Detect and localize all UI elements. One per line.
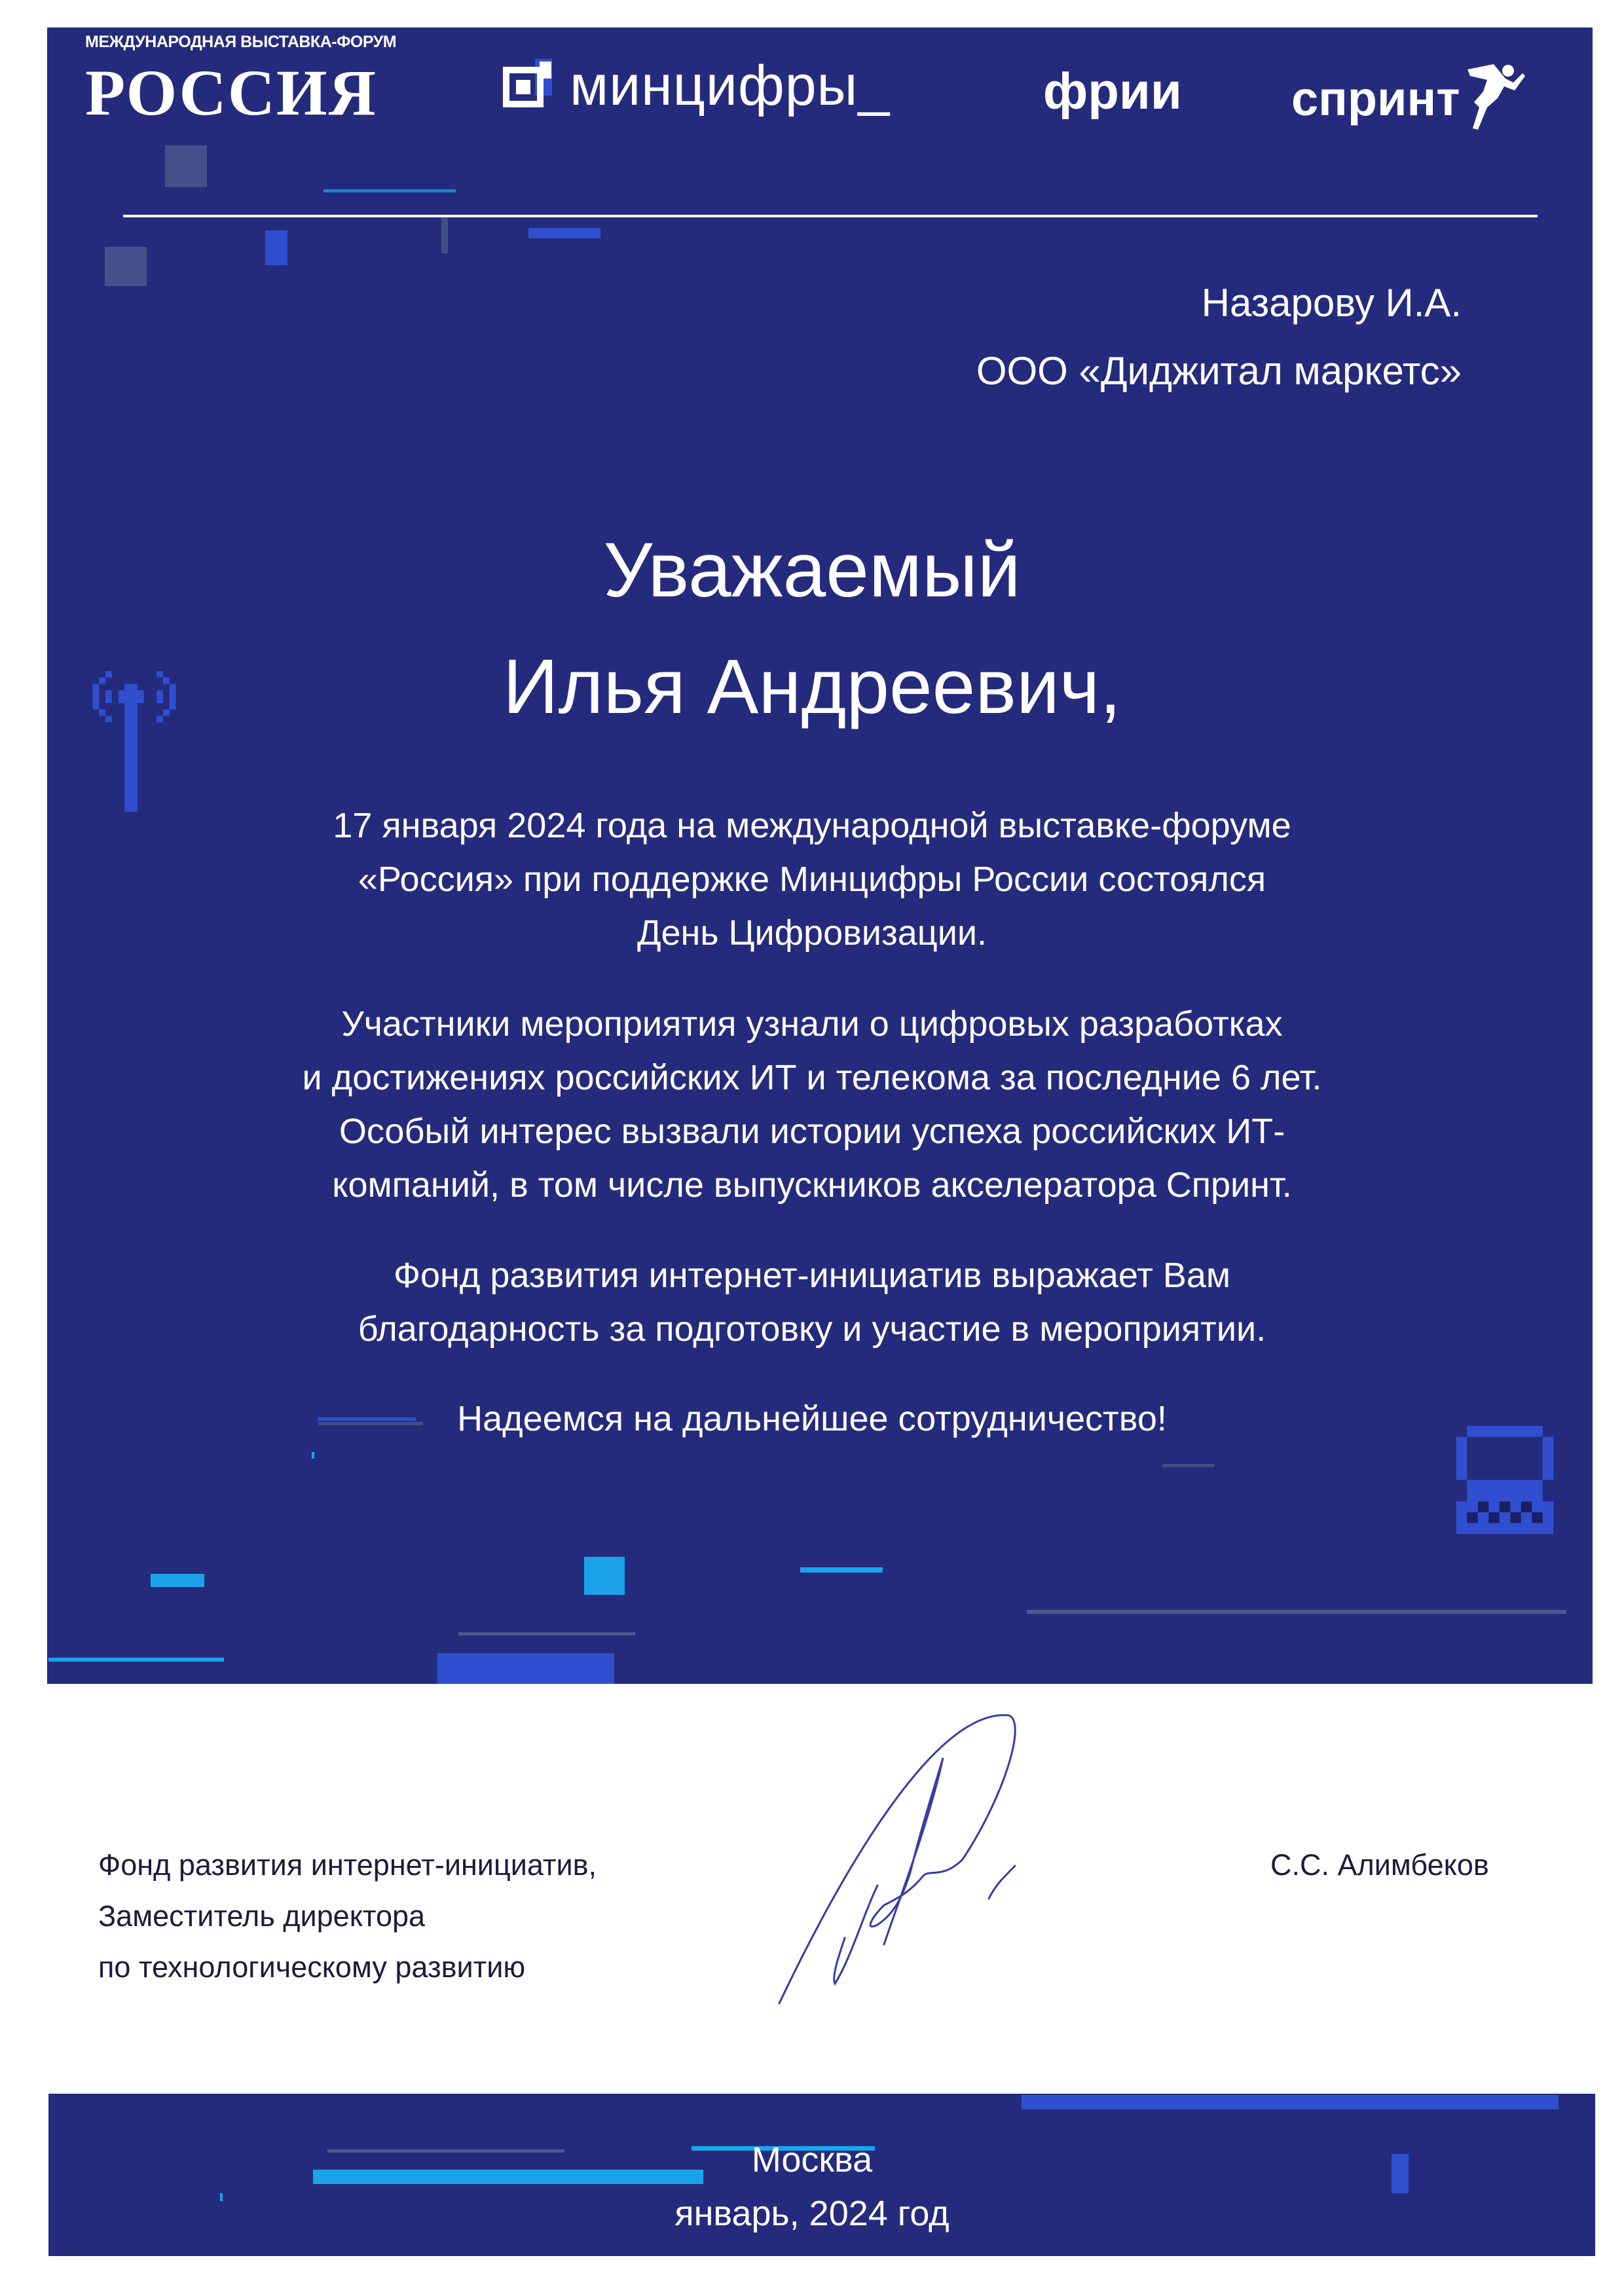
signer-name: С.С. Алимбеков	[1270, 1848, 1489, 1882]
frii-logo: фрии	[1043, 62, 1182, 120]
addressee-company: ООО «Диджитал маркетс»	[976, 349, 1462, 393]
decor-line-muted-right	[1027, 1610, 1566, 1614]
paragraph-line: Участники мероприятия узнали о цифровых разработках	[341, 1004, 1283, 1044]
greeting-line-1: Уважаемый	[603, 527, 1021, 613]
decor-square-muted-1	[165, 145, 207, 187]
runner-icon	[1454, 56, 1526, 135]
footer-decor-bar-blue	[1022, 2095, 1559, 2109]
decor-rect-blue-1	[265, 230, 287, 265]
decor-dot-cyan	[312, 1452, 314, 1459]
decor-line-cyan-bottom-left	[48, 1658, 224, 1662]
paragraph-line: Надеемся на дальнейшее сотрудничество!	[457, 1399, 1167, 1438]
paragraph-closing	[0, 1392, 1624, 1446]
paragraph-event	[0, 799, 1624, 960]
decor-line-cyan-mid	[800, 1567, 883, 1573]
paragraph-line: День Цифровизации.	[637, 913, 987, 953]
paragraph-line: «Россия» при поддержке Минцифры России состоялся	[358, 860, 1266, 899]
mincifry-square-icon	[503, 62, 551, 110]
decor-line-muted-bottom	[458, 1632, 635, 1635]
mincifry-wordmark: минцифры_	[570, 54, 891, 117]
footer-city: Москва	[751, 2140, 873, 2179]
paragraph-participants	[0, 997, 1624, 1212]
paragraph-gratitude	[0, 1248, 1624, 1356]
paragraph-line: 17 января 2024 года на международной выставке-форуме	[333, 806, 1291, 845]
decor-rect-blue-bottom	[437, 1653, 614, 1684]
signer-position	[98, 1840, 597, 1993]
decor-bar-muted-closing-right	[1162, 1464, 1215, 1467]
paragraph-line: Особый интерес вызвали истории успеха российских ИТ-	[339, 1112, 1285, 1151]
header-divider	[123, 215, 1538, 217]
decor-square-cyan-2	[584, 1557, 625, 1595]
russia-forum-logo: РОССИЯ	[85, 56, 377, 129]
footer-date: январь, 2024 год	[674, 2194, 950, 2233]
position-line: Заместитель директора	[98, 1899, 426, 1933]
mincifry-logo	[503, 54, 891, 117]
decor-bar-muted-vert	[441, 217, 448, 253]
paragraph-line: компаний, в том числе выпускников акселератора Спринт.	[332, 1165, 1292, 1205]
addressee-name: Назарову И.А.	[1201, 281, 1462, 325]
sprint-wordmark: спринт	[1291, 71, 1460, 126]
greeting-line-2: Илья Андреевич,	[502, 644, 1122, 730]
decor-bar-blue-right	[528, 228, 600, 238]
decor-line-cyan-top	[323, 189, 456, 192]
forum-caption: МЕЖДУНАРОДНАЯ ВЫСТАВКА-ФОРУМ	[85, 33, 397, 51]
position-line: Фонд развития интернет-инициатив,	[98, 1848, 597, 1882]
handwritten-signature	[766, 1696, 1133, 2010]
decor-square-cyan-1	[151, 1574, 204, 1587]
decor-square-muted-2	[105, 247, 147, 286]
paragraph-line: Фонд развития интернет-инициатив выражает Вам	[393, 1256, 1231, 1295]
paragraph-line: благодарность за подготовку и участие в мероприятии.	[358, 1309, 1266, 1349]
paragraph-line: и достижениях российских ИТ и телекома за последние 6 лет.	[302, 1058, 1322, 1097]
sprint-logo	[1291, 63, 1526, 135]
position-line: по технологическому развитию	[98, 1950, 526, 1984]
